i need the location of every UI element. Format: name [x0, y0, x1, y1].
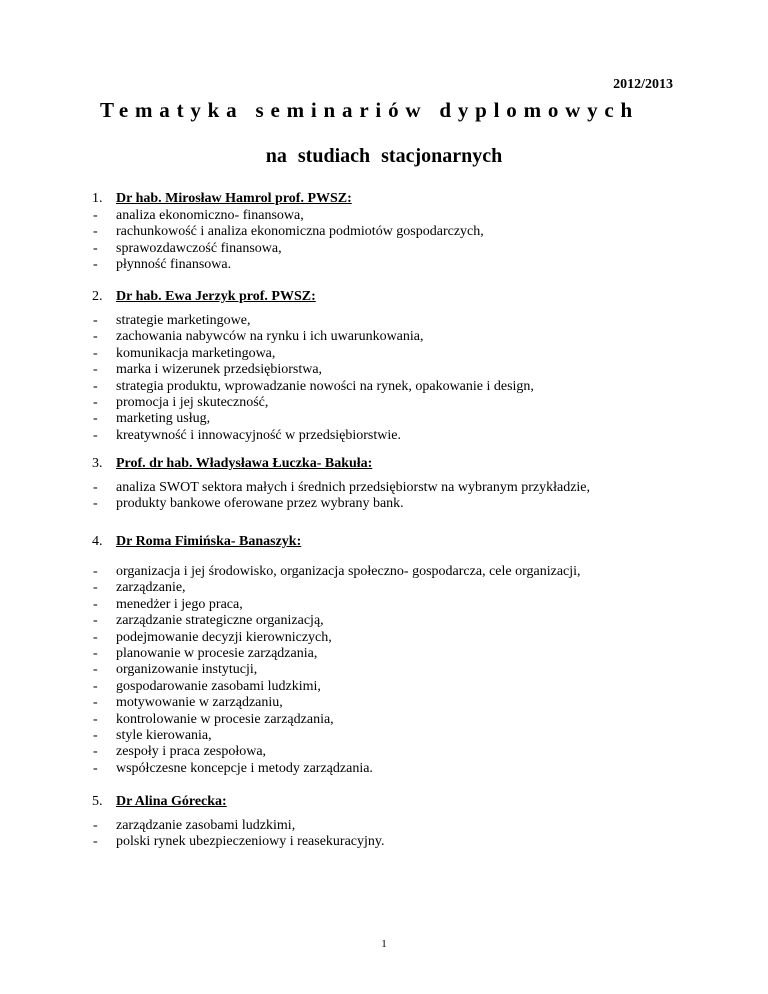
section-heading	[92, 190, 716, 208]
page-number: 1	[381, 938, 387, 950]
topic-item: - podejmowanie decyzji kierowniczych,	[116, 630, 716, 646]
topic-list	[116, 564, 716, 777]
topic-item: - motywowanie w zarządzaniu,	[116, 695, 716, 711]
topic-item: - style kierowania,	[116, 728, 716, 744]
supervisor-name: Dr hab. Mirosław Hamrol prof. PWSZ:	[116, 191, 352, 206]
topic-item: - gospodarowanie zasobami ludzkimi,	[116, 679, 716, 695]
topic-item: - marka i wizerunek przedsiębiorstwa,	[116, 362, 716, 378]
page-subtitle: na studiach stacjonarnych	[265, 145, 503, 167]
topic-list	[116, 480, 716, 513]
topic-item: - analiza ekonomiczno- finansowa,	[116, 208, 716, 224]
supervisor-name: Dr hab. Ewa Jerzyk prof. PWSZ:	[116, 289, 316, 304]
section-number: 5.	[92, 794, 103, 809]
topic-item: - rachunkowość i analiza ekonomiczna podmiotów gospodarczych,	[116, 224, 716, 240]
seminar-section-5	[92, 793, 716, 851]
section-heading	[92, 455, 716, 473]
section-number: 1.	[92, 191, 103, 206]
seminar-section-3	[92, 455, 716, 513]
section-number: 3.	[92, 456, 103, 471]
seminar-section-2	[92, 288, 716, 444]
topic-item: - współczesne koncepcje i metody zarządzania.	[116, 761, 716, 777]
topic-list	[116, 818, 716, 851]
topic-item: - menedżer i jego praca,	[116, 597, 716, 613]
topic-item: - planowanie w procesie zarządzania,	[116, 646, 716, 662]
topic-item: - promocja i jej skuteczność,	[116, 395, 716, 411]
seminar-section-4	[92, 533, 716, 777]
topic-item: - zarządzanie strategiczne organizacją,	[116, 613, 716, 629]
topic-item: - płynność finansowa.	[116, 257, 716, 273]
supervisor-name: Dr Roma Fimińska- Banaszyk:	[116, 534, 302, 549]
topic-item: - organizacja i jej środowisko, organizacja społeczno- gospodarcza, cele organizacji,	[116, 564, 716, 580]
topic-item: - polski rynek ubezpieczeniowy i reasekuracyjny.	[116, 834, 716, 850]
topic-list	[116, 208, 716, 274]
topic-item: - produkty bankowe oferowane przez wybrany bank.	[116, 496, 716, 512]
academic-year: 2012/2013	[613, 77, 673, 92]
topic-item: - komunikacja marketingowa,	[116, 346, 716, 362]
topic-list	[116, 313, 716, 444]
topic-item: - zespoły i praca zespołowa,	[116, 744, 716, 760]
topic-item: - zarządzanie,	[116, 580, 716, 596]
topic-item: - strategia produktu, wprowadzanie nowości na rynek, opakowanie i design,	[116, 379, 716, 395]
topic-item: - sprawozdawczość finansowa,	[116, 241, 716, 257]
topic-item: - zachowania nabywców na rynku i ich uwarunkowania,	[116, 329, 716, 345]
topic-item: - marketing usług,	[116, 411, 716, 427]
supervisor-name: Prof. dr hab. Władysława Łuczka- Bakuła:	[116, 456, 373, 471]
topic-item: - strategie marketingowe,	[116, 313, 716, 329]
section-number: 2.	[92, 289, 103, 304]
topic-item: - organizowanie instytucji,	[116, 662, 716, 678]
section-heading	[92, 288, 716, 306]
topic-item: - kontrolowanie w procesie zarządzania,	[116, 712, 716, 728]
topic-item: - analiza SWOT sektora małych i średnich przedsiębiorstw na wybranym przykładzie,	[116, 480, 716, 496]
section-heading	[92, 533, 716, 551]
section-heading	[92, 793, 716, 811]
section-number: 4.	[92, 534, 103, 549]
topic-item: - zarządzanie zasobami ludzkimi,	[116, 818, 716, 834]
seminar-section-1	[92, 190, 716, 274]
topic-item: - kreatywność i innowacyjność w przedsiębiorstwie.	[116, 428, 716, 444]
page-title: Tematyka seminariów dyplomowych	[100, 98, 640, 122]
supervisor-name: Dr Alina Górecka:	[116, 794, 227, 809]
